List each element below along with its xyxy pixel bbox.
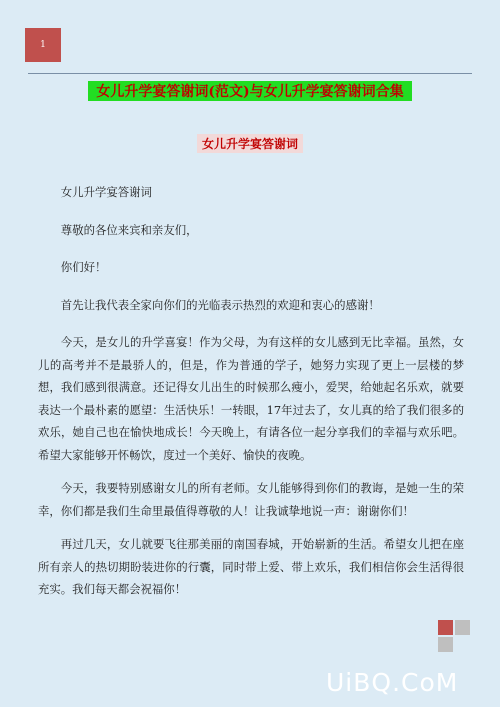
decorative-squares [438,620,470,652]
gray-square [438,637,453,652]
paragraph: 今天，我要特别感谢女儿的所有老师。女儿能够得到你们的教诲，是她一生的荣幸，你们都是我们生命里最值得尊敬的人！让我诚挚地说一声：谢谢你们！ [38,481,464,518]
document-title: 女儿升学宴答谢词(范文)与女儿升学宴答谢词合集 [88,81,412,101]
watermark-text: UiBQ.CoM [326,668,459,697]
red-square [438,620,453,635]
paragraph: 你们好！ [60,260,107,274]
paragraph: 尊敬的各位来宾和亲友们， [60,222,198,237]
section-title: 女儿升学宴答谢词 [197,134,303,153]
page-number-badge: 1 [25,28,61,62]
paragraph: 首先让我代表全家向你们的光临表示热烈的欢迎和衷心的感谢！ [60,297,380,312]
subtitle-wrapper [0,134,500,153]
body-text [38,181,464,612]
paragraph: 今天，是女儿的升学喜宴！作为父母，为有这样的女儿感到无比幸福。虽然，女儿的高考并不是最骄人的，但是，作为普通的学子，她努力实现了更上一层楼的梦想，我们感到很满意。还记得女儿出生的时候那么瘦小，爱哭，给她起名乐欢，就要表达一个最朴素的愿望：生活快乐！一转眼，17年过去了，女儿真的给了我们很多的欢乐，她自己也在愉快地成长！今天晚上，有请各位一起分享我们的幸福与欢乐吧。希望大家能够开怀畅饮，度过一个美好、愉快的夜晚。 [38,335,464,462]
paragraph: 女儿升学宴答谢词 [60,185,152,199]
paragraph: 再过几天，女儿就要飞往那美丽的南国春城，开始崭新的生活。希望女儿把在座所有亲人的热切期盼装进你的行囊，同时带上爱、带上欢乐，我们相信你会生活得很充实。我们每天都会祝福你！ [38,537,464,596]
header-divider [28,73,472,74]
gray-square [455,620,470,635]
